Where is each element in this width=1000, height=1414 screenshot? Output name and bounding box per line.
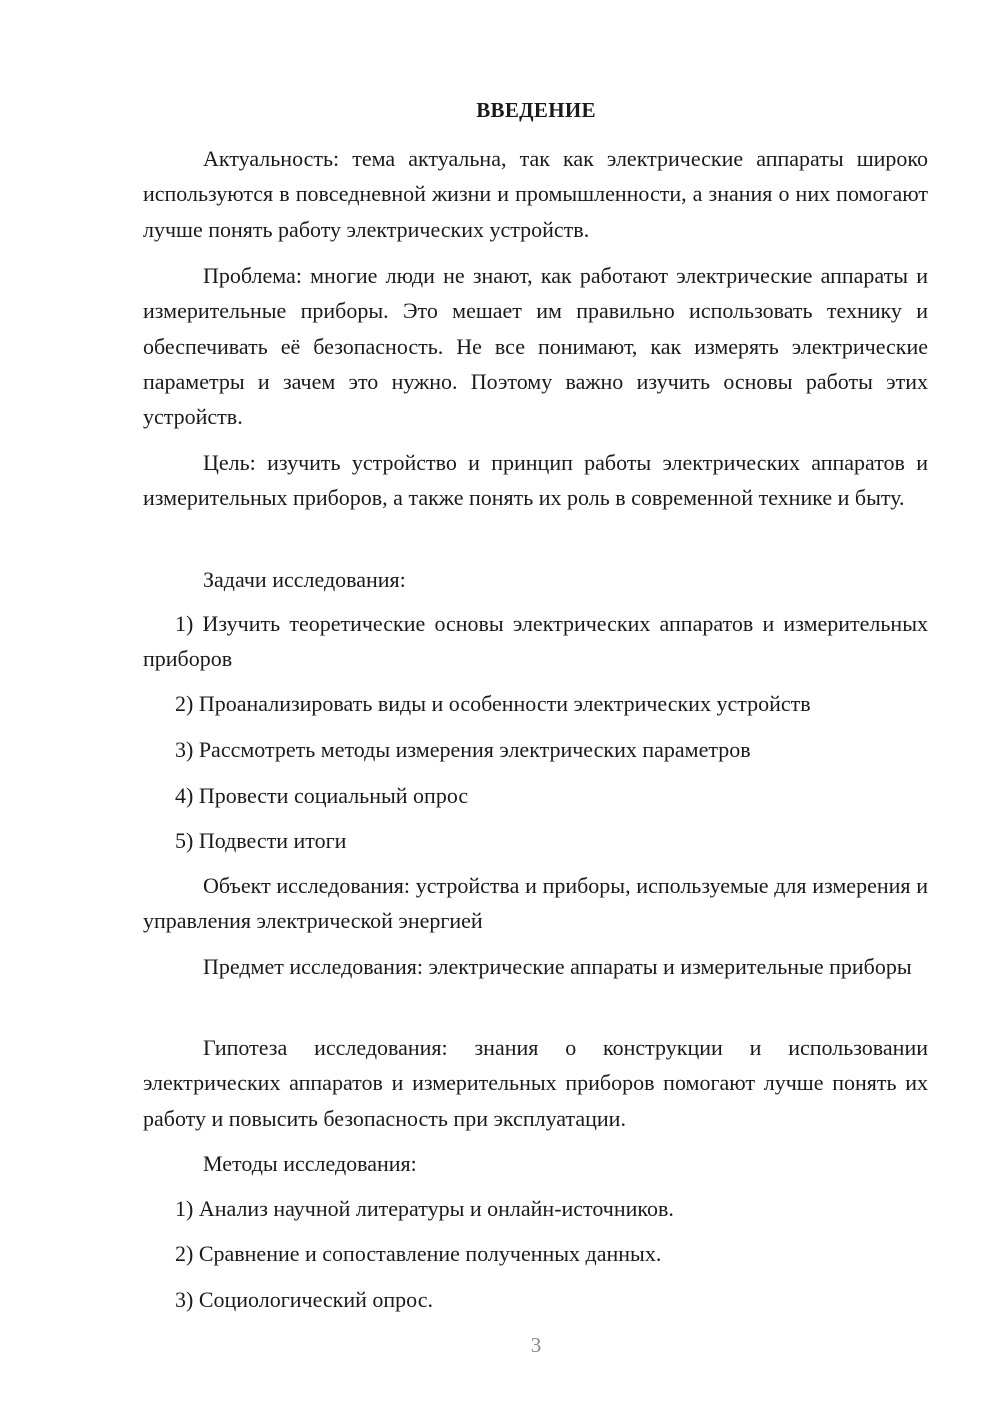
method-item: 1) Анализ научной литературы и онлайн-источников.	[175, 1196, 674, 1221]
object-paragraph: Объект исследования: устройства и приборы, используемые для измерения и управления электрической энергией	[143, 873, 928, 934]
subject-paragraph: Предмет исследования: электрические аппараты и измерительные приборы	[203, 954, 912, 979]
relevance-paragraph: Актуальность: тема актуальна, так как электрические аппараты широко используются в повседневной жизни и промышленности, а знания о них помогают лучше понять работу электрических устройств.	[143, 146, 928, 242]
problem-paragraph: Проблема: многие люди не знают, как работают электрические аппараты и измерительные приборы. Это мешает им правильно использовать технику и обеспечивать её безопасность. Не все понимают, как измерять электрические параметры и зачем это нужно. Поэтому важно изучить основы работы этих устройств.	[143, 263, 928, 430]
tasks-heading: Задачи исследования:	[203, 567, 406, 592]
method-item: 2) Сравнение и сопоставление полученных данных.	[175, 1241, 662, 1266]
page-number: 3	[530, 1333, 542, 1357]
hypothesis-paragraph: Гипотеза исследования: знания о конструкции и использовании электрических аппаратов и измерительных приборов помогают лучше понять их работу и повысить безопасность при эксплуатации.	[143, 1035, 928, 1131]
task-item: 5) Подвести итоги	[175, 828, 347, 853]
task-item: 3) Рассмотреть методы измерения электрических параметров	[175, 737, 751, 762]
page-title: ВВЕДЕНИЕ	[476, 98, 596, 122]
method-item: 3) Социологический опрос.	[175, 1287, 433, 1312]
task-item: 4) Провести социальный опрос	[175, 783, 469, 808]
methods-heading: Методы исследования:	[203, 1151, 417, 1176]
goal-paragraph: Цель: изучить устройство и принцип работы электрических аппаратов и измерительных приборов, а также понять их роль в современной технике и быту.	[143, 450, 928, 511]
task-item: 1) Изучить теоретические основы электрических аппаратов и измерительных приборов	[143, 611, 928, 672]
task-item: 2) Проанализировать виды и особенности электрических устройств	[175, 691, 811, 716]
